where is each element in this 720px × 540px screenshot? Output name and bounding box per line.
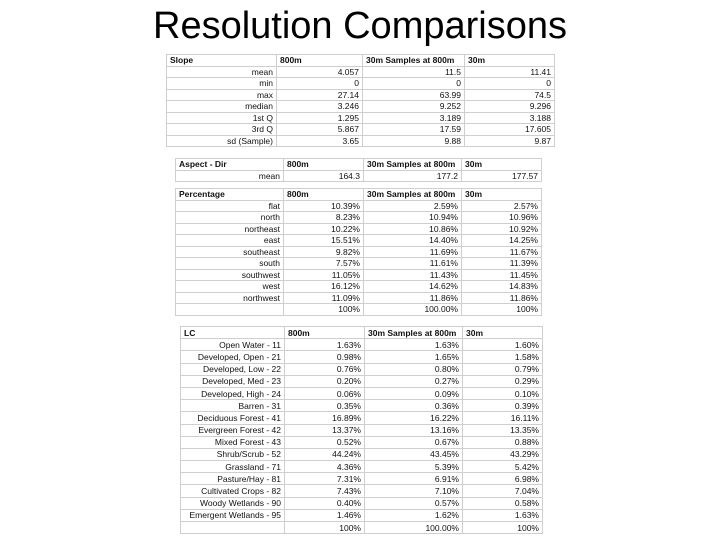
value-cell: 10.86% <box>364 223 462 235</box>
value-cell: 0 <box>465 78 555 90</box>
value-cell: 11.5 <box>363 66 465 78</box>
value-cell: 44.24% <box>285 448 365 460</box>
table-row <box>181 509 543 521</box>
value-cell: 11.05% <box>284 269 364 281</box>
value-cell: 1.60% <box>463 339 543 351</box>
page-title: Resolution Comparisons <box>153 5 567 47</box>
row-label-cell: southwest <box>176 269 284 281</box>
value-cell: 1.63% <box>285 339 365 351</box>
value-cell: 63.99 <box>363 89 465 101</box>
value-cell: 16.22% <box>365 412 463 424</box>
value-cell: 7.10% <box>365 485 463 497</box>
table-header-row <box>176 159 542 171</box>
header-cell: Slope <box>167 55 277 67</box>
table-row <box>176 235 542 247</box>
header-cell: 30m Samples at 800m <box>364 159 462 171</box>
value-cell: 10.92% <box>462 223 542 235</box>
value-cell: 11.86% <box>462 292 542 304</box>
value-cell: 15.51% <box>284 235 364 247</box>
header-cell: 800m <box>285 327 365 339</box>
value-cell: 0.57% <box>365 497 463 509</box>
value-cell: 0.20% <box>285 375 365 387</box>
value-cell: 2.59% <box>364 200 462 212</box>
value-cell: 0.67% <box>365 436 463 448</box>
table-row <box>167 78 555 90</box>
row-label-cell: Emergent Wetlands - 95 <box>181 509 285 521</box>
spacer-row <box>176 182 542 189</box>
land-cover-table <box>180 326 542 534</box>
value-cell: 0.35% <box>285 400 365 412</box>
value-cell: 14.25% <box>462 235 542 247</box>
row-label-cell <box>181 522 285 534</box>
value-cell: 0.39% <box>463 400 543 412</box>
table-row <box>181 424 543 436</box>
value-cell: 0.88% <box>463 436 543 448</box>
table-row <box>181 522 543 534</box>
value-cell: 5.42% <box>463 461 543 473</box>
row-label-cell: Cultivated Crops - 82 <box>181 485 285 497</box>
value-cell: 11.43% <box>364 269 462 281</box>
table-row <box>167 135 555 147</box>
value-cell: 6.91% <box>365 473 463 485</box>
value-cell: 16.12% <box>284 281 364 293</box>
value-cell: 74.5 <box>465 89 555 101</box>
row-label-cell: max <box>167 89 277 101</box>
row-label-cell: Developed, Open - 21 <box>181 351 285 363</box>
table-row <box>176 304 542 316</box>
value-cell: 7.57% <box>284 258 364 270</box>
value-cell: 4.36% <box>285 461 365 473</box>
table-row <box>176 269 542 281</box>
value-cell: 9.252 <box>363 101 465 113</box>
row-label-cell: flat <box>176 200 284 212</box>
value-cell: 3.65 <box>277 135 363 147</box>
slope-table <box>166 54 554 147</box>
table-header-row <box>167 55 555 67</box>
table-row <box>181 485 543 497</box>
row-label-cell: mean <box>176 170 284 182</box>
value-cell: 0.52% <box>285 436 365 448</box>
value-cell: 3.188 <box>465 112 555 124</box>
header-cell: 800m <box>284 189 364 201</box>
table-row <box>181 436 543 448</box>
value-cell: 100% <box>285 522 365 534</box>
value-cell: 0.36% <box>365 400 463 412</box>
value-cell: 10.22% <box>284 223 364 235</box>
value-cell: 9.82% <box>284 246 364 258</box>
value-cell: 5.39% <box>365 461 463 473</box>
table-row <box>181 497 543 509</box>
value-cell: 1.65% <box>365 351 463 363</box>
value-cell: 164.3 <box>284 170 364 182</box>
table-row <box>176 292 542 304</box>
value-cell: 1.62% <box>365 509 463 521</box>
value-cell: 0.80% <box>365 363 463 375</box>
header-cell: 30m <box>462 189 542 201</box>
row-label-cell: Developed, Med - 23 <box>181 375 285 387</box>
value-cell: 17.605 <box>465 124 555 136</box>
table-row <box>176 258 542 270</box>
row-label-cell: Open Water - 11 <box>181 339 285 351</box>
value-cell: 1.46% <box>285 509 365 521</box>
row-label-cell: northeast <box>176 223 284 235</box>
value-cell: 3.246 <box>277 101 363 113</box>
value-cell: 0.10% <box>463 387 543 399</box>
value-cell: 100.00% <box>365 522 463 534</box>
value-cell: 3.189 <box>363 112 465 124</box>
row-label-cell: southeast <box>176 246 284 258</box>
table-row <box>181 375 543 387</box>
row-label-cell: Barren - 31 <box>181 400 285 412</box>
value-cell: 1.58% <box>463 351 543 363</box>
table-row <box>176 246 542 258</box>
row-label-cell: west <box>176 281 284 293</box>
value-cell: 10.94% <box>364 212 462 224</box>
header-cell: 30m <box>463 327 543 339</box>
table-row <box>181 412 543 424</box>
value-cell: 11.45% <box>462 269 542 281</box>
table-row <box>181 400 543 412</box>
value-cell: 13.16% <box>365 424 463 436</box>
table-header-row <box>181 327 543 339</box>
table-row <box>167 101 555 113</box>
header-cell: 30m Samples at 800m <box>364 189 462 201</box>
table-row <box>181 351 543 363</box>
row-label-cell: Grassland - 71 <box>181 461 285 473</box>
row-label-cell: Evergreen Forest - 42 <box>181 424 285 436</box>
header-cell: Aspect - Dir <box>176 159 284 171</box>
header-cell: 800m <box>284 159 364 171</box>
header-cell: 30m Samples at 800m <box>365 327 463 339</box>
table-header-row <box>176 189 542 201</box>
row-label-cell: Pasture/Hay - 81 <box>181 473 285 485</box>
table-row <box>181 387 543 399</box>
value-cell: 1.295 <box>277 112 363 124</box>
value-cell: 0.06% <box>285 387 365 399</box>
row-label-cell: Deciduous Forest - 41 <box>181 412 285 424</box>
value-cell: 11.39% <box>462 258 542 270</box>
header-cell: 30m Samples at 800m <box>363 55 465 67</box>
value-cell: 4.057 <box>277 66 363 78</box>
table-row <box>176 223 542 235</box>
table-row <box>167 66 555 78</box>
value-cell: 7.31% <box>285 473 365 485</box>
value-cell: 43.29% <box>463 448 543 460</box>
value-cell: 11.41 <box>465 66 555 78</box>
value-cell: 13.37% <box>285 424 365 436</box>
value-cell: 100% <box>462 304 542 316</box>
value-cell: 1.63% <box>365 339 463 351</box>
value-cell: 27.14 <box>277 89 363 101</box>
header-cell: Percentage <box>176 189 284 201</box>
row-label-cell: sd (Sample) <box>167 135 277 147</box>
row-label-cell: 3rd Q <box>167 124 277 136</box>
row-label-cell: Woody Wetlands - 90 <box>181 497 285 509</box>
row-label-cell: north <box>176 212 284 224</box>
value-cell: 9.87 <box>465 135 555 147</box>
row-label-cell: mean <box>167 66 277 78</box>
value-cell: 1.63% <box>463 509 543 521</box>
value-cell: 5.867 <box>277 124 363 136</box>
value-cell: 6.98% <box>463 473 543 485</box>
header-cell: 30m <box>462 159 542 171</box>
value-cell: 2.57% <box>462 200 542 212</box>
value-cell: 0.27% <box>365 375 463 387</box>
value-cell: 7.04% <box>463 485 543 497</box>
table-row <box>176 281 542 293</box>
value-cell: 11.69% <box>364 246 462 258</box>
table-row <box>167 112 555 124</box>
value-cell: 43.45% <box>365 448 463 460</box>
table-row <box>176 200 542 212</box>
value-cell: 11.09% <box>284 292 364 304</box>
value-cell: 0.79% <box>463 363 543 375</box>
value-cell: 0.40% <box>285 497 365 509</box>
table-row <box>181 448 543 460</box>
row-label-cell: 1st Q <box>167 112 277 124</box>
value-cell: 11.86% <box>364 292 462 304</box>
value-cell: 0.09% <box>365 387 463 399</box>
value-cell: 16.89% <box>285 412 365 424</box>
table-row <box>167 89 555 101</box>
row-label-cell: min <box>167 78 277 90</box>
table-row <box>167 124 555 136</box>
row-label-cell: Developed, High - 24 <box>181 387 285 399</box>
table-row <box>176 212 542 224</box>
row-label-cell: median <box>167 101 277 113</box>
header-cell: LC <box>181 327 285 339</box>
value-cell: 11.67% <box>462 246 542 258</box>
table-row <box>181 363 543 375</box>
aspect-table <box>175 158 541 316</box>
row-label-cell: Mixed Forest - 43 <box>181 436 285 448</box>
value-cell: 16.11% <box>463 412 543 424</box>
value-cell: 10.96% <box>462 212 542 224</box>
value-cell: 10.39% <box>284 200 364 212</box>
value-cell: 0 <box>363 78 465 90</box>
value-cell: 14.40% <box>364 235 462 247</box>
row-label-cell <box>176 304 284 316</box>
value-cell: 14.62% <box>364 281 462 293</box>
header-cell: 800m <box>277 55 363 67</box>
value-cell: 0.58% <box>463 497 543 509</box>
value-cell: 0.98% <box>285 351 365 363</box>
value-cell: 14.83% <box>462 281 542 293</box>
row-label-cell: Shrub/Scrub - 52 <box>181 448 285 460</box>
value-cell: 13.35% <box>463 424 543 436</box>
value-cell: 0.29% <box>463 375 543 387</box>
table-row <box>176 170 542 182</box>
value-cell: 100% <box>284 304 364 316</box>
value-cell: 11.61% <box>364 258 462 270</box>
row-label-cell: Developed, Low - 22 <box>181 363 285 375</box>
table-row <box>181 461 543 473</box>
value-cell: 100.00% <box>364 304 462 316</box>
value-cell: 177.2 <box>364 170 462 182</box>
table-row <box>181 473 543 485</box>
row-label-cell: northwest <box>176 292 284 304</box>
value-cell: 0.76% <box>285 363 365 375</box>
value-cell: 8.23% <box>284 212 364 224</box>
row-label-cell: south <box>176 258 284 270</box>
value-cell: 9.296 <box>465 101 555 113</box>
header-cell: 30m <box>465 55 555 67</box>
value-cell: 177.57 <box>462 170 542 182</box>
value-cell: 7.43% <box>285 485 365 497</box>
value-cell: 9.88 <box>363 135 465 147</box>
value-cell: 100% <box>463 522 543 534</box>
value-cell: 17.59 <box>363 124 465 136</box>
table-row <box>181 339 543 351</box>
row-label-cell: east <box>176 235 284 247</box>
value-cell: 0 <box>277 78 363 90</box>
